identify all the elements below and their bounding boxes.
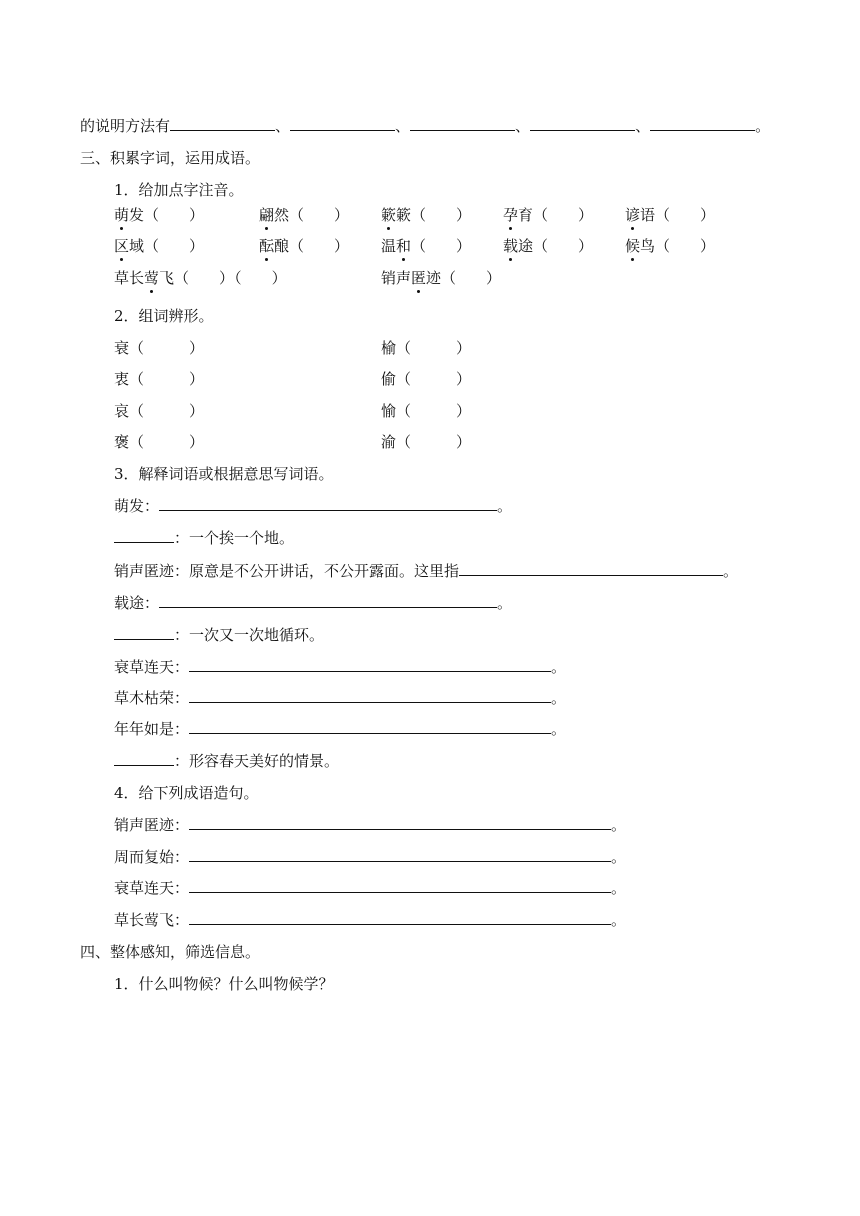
sentence-line[interactable]: 周而复始： 。	[114, 848, 627, 866]
word-formation-item[interactable]: 愉（ ）	[381, 402, 472, 420]
word-formation-item[interactable]: 衷（ ）	[114, 370, 205, 388]
sentence-line[interactable]: 草长莺飞： 。	[114, 911, 627, 929]
pinyin-item[interactable]: 翩然（ ）	[259, 206, 350, 224]
pinyin-item[interactable]: 区域（ ）	[114, 237, 205, 255]
answer-blank[interactable]	[170, 116, 275, 131]
methods-prefix: 的说明方法有	[80, 117, 171, 135]
pinyin-item[interactable]: 孕育（ ）	[503, 206, 594, 224]
word-formation-item[interactable]: 衰（ ）	[114, 339, 205, 357]
word-formation-item[interactable]: 哀（ ）	[114, 402, 205, 420]
answer-blank[interactable]	[650, 116, 755, 131]
pinyin-item[interactable]: 草长莺飞（ ）（ ）	[114, 269, 287, 287]
definition-line[interactable]: 萌发： 。	[114, 497, 513, 515]
definition-line[interactable]: ：一个挨一个地。	[114, 528, 294, 548]
pinyin-item[interactable]: 载途（ ）	[503, 237, 594, 255]
definition-line[interactable]: 衰草连天： 。	[114, 658, 567, 676]
separator: 、	[395, 117, 411, 135]
period: 。	[755, 117, 771, 135]
definition-line[interactable]: 年年如是： 。	[114, 720, 567, 738]
answer-blank[interactable]	[530, 116, 635, 131]
word-formation-item[interactable]: 褒（ ）	[114, 433, 205, 451]
answer-blank[interactable]	[290, 116, 395, 131]
question-1-title: 1．给加点字注音。	[114, 181, 244, 199]
pinyin-item[interactable]: 酝酿（ ）	[259, 237, 350, 255]
question-4-title: 4．给下列成语造句。	[114, 784, 259, 802]
definition-line[interactable]: 载途： 。	[114, 594, 513, 612]
word-formation-item[interactable]: 偷（ ）	[381, 370, 472, 388]
pinyin-item[interactable]: 簌簌（ ）	[381, 206, 472, 224]
question-3-title: 3．解释词语或根据意思写词语。	[114, 465, 334, 483]
separator: 、	[515, 117, 531, 135]
answer-blank[interactable]	[410, 116, 515, 131]
pinyin-item[interactable]: 萌发（ ）	[114, 206, 205, 224]
separator: 、	[275, 117, 291, 135]
definition-line[interactable]: 草木枯荣： 。	[114, 689, 567, 707]
sentence-line[interactable]: 衰草连天： 。	[114, 879, 627, 897]
pinyin-item[interactable]: 销声匿迹（ ）	[381, 269, 502, 287]
pinyin-item[interactable]: 温和（ ）	[381, 237, 472, 255]
separator: 、	[635, 117, 651, 135]
pinyin-item[interactable]: 候鸟（ ）	[625, 237, 716, 255]
word-formation-item[interactable]: 榆（ ）	[381, 339, 472, 357]
sentence-line[interactable]: 销声匿迹： 。	[114, 816, 627, 834]
definition-line[interactable]: ：一次又一次地循环。	[114, 625, 324, 645]
section-3-title: 三、积累字词，运用成语。	[80, 149, 261, 167]
question-5-title: 1．什么叫物候？什么叫物候学？	[114, 975, 334, 993]
section-4-title: 四、整体感知，筛选信息。	[80, 943, 261, 961]
pinyin-item[interactable]: 谚语（ ）	[625, 206, 716, 224]
question-2-title: 2．组词辨形。	[114, 307, 214, 325]
definition-line[interactable]: ：形容春天美好的情景。	[114, 751, 339, 771]
definition-line[interactable]: 销声匿迹：原意是不公开讲话，不公开露面。这里指 。	[114, 562, 739, 580]
methods-line	[80, 116, 770, 136]
word-formation-item[interactable]: 渝（ ）	[381, 433, 472, 451]
